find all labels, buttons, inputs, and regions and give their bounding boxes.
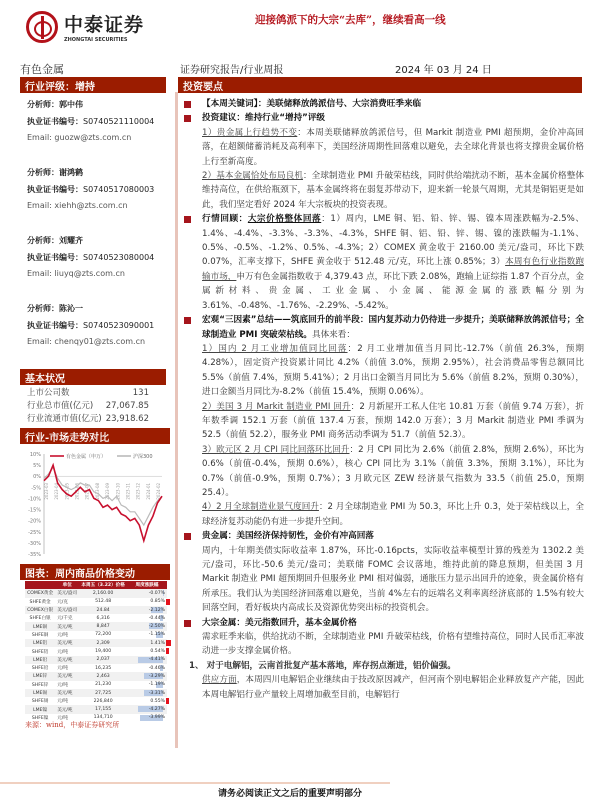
analyst-email[interactable]: Email: guozw@zts.com.cn [27,133,132,142]
cert-label: 执业证书编号： [27,184,83,194]
commodity: LME镍 [25,705,55,713]
y-tick-label: 0% [33,474,41,481]
x-tick-label: 2023-04 [54,482,60,500]
unit: 美元/盎司 [55,589,79,597]
series-line [44,467,162,525]
price: 17,155 [79,705,127,713]
base-text: 需求旺季来临，供给扰动不断，全球制造业 PMI 升破荣枯线，价格有望维持高位，同时人民币汇率波动进一步支撑金属价格。 [202,632,584,657]
change: -4.41% [148,657,165,663]
logo-en: ZHONGTAI SECURITIES [64,37,128,43]
commodity: SHFE白银 [29,616,51,622]
main-content [181,97,584,702]
table-title: 图表：周内商品价格变动 [20,564,170,580]
table-row [25,672,167,680]
bullet-advice [181,111,584,125]
bullet-review [181,212,584,313]
price: 2,037 [79,656,127,664]
unit: 美元/吨 [55,622,79,630]
price: 72,200 [95,632,112,638]
analyst-name: 分析师：刘耀齐 [27,235,83,245]
trend-title: 行业-市场走势对比 [20,428,170,444]
unit: 元/吨 [57,632,68,638]
unit: 元/吨 [57,666,68,672]
supply-text: ，本周四川电解铝企业继续由于技改原因减产，但河南个别电解铝企业释放复产产能，因此本周电解铝行业产量较上周增加截至目前，电解铝行 [202,675,584,700]
m4-text: ：2 月全球制造业 PMI 为 50.3，环比上升 0.3，处于荣枯线以上，全球经济复苏动能仍有进一步提升空间。 [202,502,584,527]
stat-value: 131 [132,388,149,398]
change: -1.19% [148,682,165,688]
change: -0.46% [148,665,165,671]
commodity: LME锡 [25,689,55,697]
bullet-macro [181,313,584,342]
price: 24.84 [79,606,127,614]
m3-lead: 3）欧元区 2 月 CPI 同比回落环比回升 [202,444,350,455]
section-title: 投资要点 [178,77,582,93]
bullet-icon [184,216,191,223]
macro-heading: 宏观“三因素”总结——筑底回升的前半段：国内复苏动力仍待进一步提升；美联储释放鸽派信号；全球制造业 PMI 突破荣枯线。 [202,315,584,340]
p2-lead: 2）基本金属恰处布局良机 [202,171,303,182]
bullet-icon [184,533,191,540]
cert-number: S0740521110004 [83,117,155,126]
m1-text: ：2 月工业增加值当月同比-12.7%（前值 26.3%，预期 4.28%），固定资产投资累计同比 4.2%（前值 3.0%，预期 2.95%），社会消费品零售总额同比 5.5%（前值 7.4%，预期 5.41%）；2 月出口金额当月同比为 5.6%（前值 8.2%，预期 0.30%），进口金额当月同比为-8.2%（前值 15.4%，预期 0.06%）。 [202,343,584,398]
basic-title: 基本状况 [20,369,166,385]
price: 2,309 [79,639,127,647]
stat-value: 27,067.85 [105,401,149,411]
review-heading: 行情回顾： [202,214,248,225]
p2-text: ：全球制造业 PMI 升破荣枯线，同时供给端扰动不断，基本金属价格整体维持高位，在供给瓶颈下，基本金属终将在弱复苏带动下，迎来新一轮景气周期，尤其是铜铝更是如此，我们坚定看好 2024 年大宗板块的投资表现。 [202,171,584,210]
unit: 美元/盎司 [55,606,79,614]
change: 1.41% [150,640,165,646]
change: 0.54% [150,649,165,655]
table-row [25,656,167,664]
analyst [27,232,154,282]
change: -3.29% [148,673,165,679]
m1-lead: 1）国内 2 月工业增加值同比回落 [202,343,348,354]
stat-label: 行业流通市值(亿元) [27,414,102,424]
change-bar [166,640,171,646]
logo-text: 中泰证券 [64,14,145,36]
commodity: LME铝 [25,639,55,647]
analyst [27,300,154,350]
column-header: 周度涨跌幅 [127,581,167,589]
commodity: LME铜 [25,622,55,630]
analyst [27,96,154,146]
bullet-keywords [181,97,584,111]
m3-text: ：2 月 CPI 同比为 2.6%（前值 2.8%，预期 2.6%），环比为 0.6%（前值-0.4%，预期 0.6%），核心 CPI 同比为 3.1%（前值 3.3%，预期 3.1%），环比为 0.7%（前值-0.9%，预期 0.7%）；3 月欧元区 ZEW 经济景气指数为 33.5（前值 25.0，预期 25.4）。 [202,444,584,498]
keywords: 【本周关键词】：美联储释放鸽派信号、大宗消费旺季来临 [202,99,422,109]
unit: 美元/吨 [55,705,79,713]
table-row [25,689,167,697]
change: -3.99% [148,715,165,721]
x-tick-label: 2023-08 [94,482,100,500]
precious-text: 周内，十年期美债实际收益率 1.87%，环比-0.16pcts，实际收益率模型计算的残差为 1302.2 美元/盎司，环比-50.6 美元/盎司；美联储 FOMC 会议落地，维持此前的降息预期，但美国 3 月 Markit 制造业 PMI 超预期回升但服务业 PMI 相对偏弱，通胀压力显示出回升的迹象，贵金属价格有所承压。我们认为美国经济回落难以避免，当前 4%左右的远端名义利率离经济底部的 1.5%有较大回落空间，看好板块内高成长及资源优势突出标的投资机会。 [202,545,584,614]
cert-label: 执业证书编号： [27,116,83,126]
stat-value: 23,918.62 [105,414,149,424]
supply-lead: 供应方面 [202,675,237,686]
analyst-email[interactable]: Email: chenqy01@zts.com.cn [27,337,146,346]
x-tick-label: 2023-05 [64,482,70,500]
commodity: SHFE铜 [31,632,49,638]
advice-heading: 投资建议：维持行业“增持”评级 [202,113,326,124]
table-row [25,664,167,672]
price: 2,160.00 [79,589,127,597]
table-row [25,589,167,597]
unit: 美元/吨 [55,689,79,697]
logo-icon [26,11,58,43]
x-tick-label: 2023-12 [135,482,141,500]
precious-heading: 贵金属：美国经济保持韧性，金价有冲高回落 [202,531,374,542]
x-tick-label: 2023-10 [115,482,121,500]
cert-number: S0740523090001 [83,321,155,330]
unit: 美元/吨 [55,672,79,680]
column-header: 本周五（3.22）价格 [79,581,127,589]
analyst-email[interactable]: Email: liuyq@zts.com.cn [27,269,125,278]
change: 0.85% [150,599,165,605]
legend-label: 沪深300 [133,454,153,460]
macro-tail: 具体来看： [311,329,355,340]
change: -4.27% [148,707,165,713]
table-row [25,647,167,655]
change-bar [166,648,169,654]
change-bar [166,599,170,605]
y-tick-label: -10% [28,496,41,503]
bullet-precious [181,529,584,543]
column-header [25,581,55,589]
y-tick-label: -20% [28,518,41,525]
x-tick-label: 2024-01 [145,482,151,500]
trend-chart [22,448,170,558]
table-header [25,581,167,589]
price: 21,230 [95,682,112,688]
rating-bar: 行业评级：增持 [20,77,166,93]
review-tail: 申万有色金属指数收于 4,379.43 点，环比下跌 2.08%，跑输上证综指 1.87 个百分点，金属新材料、贵金属、工业金属、小金属、能源金属的涨跌幅分别为 3.61%、-0.48%、-1.76%、-2.29%、-5.42%。 [202,271,584,311]
analyst [27,164,154,214]
price: 6,316 [96,615,110,621]
change: -2.12% [148,607,165,613]
price: 8,847 [79,622,127,630]
footer-disclaimer: 请务必阅读正文之后的重要声明部分 [218,789,363,799]
y-tick-label: -25% [28,529,41,536]
price: 16,235 [95,665,112,671]
commodity: COMEX白银 [25,606,55,614]
commodity: LME铅 [25,656,55,664]
analyst-name: 分析师：谢鸿鹤 [27,167,83,177]
commodity: SHFE铅 [31,666,49,672]
stat-row [27,413,149,426]
review-text: ：1）周内，LME 铜、铝、铅、锌、锡、镍本周涨跌幅为-2.5%、1.4%、-4.4%、-3.3%、-3.3%、-4.3%，SHFE 铜、铝、铅、锌、锡、镍的涨跌幅为-1.1%、0.5%、-0.5%、-1.2%、0.5%、-4.3%；2）COMEX 黄金收于 2160.00 美元/盎司，环比下跌 0.07%，汇率支撑下，SHFE 黄金收于 512.48 元/克，环比上涨 0.85%；3） [202,214,584,268]
price: 226,840 [93,698,113,704]
report-date: 2024 年 03 月 24 日 [395,65,492,76]
bullet-base-metals [181,616,584,630]
review-lead: 大宗价格整体回落 [247,214,322,225]
cert-label: 执业证书编号： [27,320,83,330]
unit: 元/克 [57,599,68,605]
aluminum-heading: 1、 对于电解铝，云南首批复产基本落地，库存拐点渐进，铝价偏强。 [189,660,456,671]
cert-number: S0740523080004 [83,253,155,262]
unit: 元/千克 [57,616,73,622]
bullet-icon [184,101,191,108]
unit: 元/吨 [57,699,68,705]
company-logo [26,10,144,43]
x-tick-label: 2023-07 [84,482,90,500]
base-heading: 大宗金属：美元指数回升，基本金属价格 [202,617,357,628]
change: -2.50% [148,624,165,630]
commodity: SHFE锌 [31,682,49,688]
y-tick-label: -35% [28,552,41,558]
unit: 美元/吨 [55,656,79,664]
sector: 有色金属 [20,63,64,76]
price-table [25,581,167,722]
commodity: COMEX黄金 [25,589,55,597]
legend-label: 有色金属（申万） [66,454,107,460]
change: 0.55% [150,698,165,704]
report-type: 证券研究报告/行业周报 [180,65,284,76]
x-tick-label: 2023-09 [105,482,111,500]
price: 134,710 [93,715,113,721]
y-tick-label: -30% [28,540,41,547]
table-row [25,705,167,713]
y-tick-label: 10% [29,452,41,458]
analyst-name: 分析师：郭中伟 [27,99,83,109]
table-row [25,681,167,689]
commodity: SHFE锡 [31,699,49,705]
commodity: SHFE黄金 [29,599,51,605]
x-tick-label: 2023-11 [125,482,131,500]
column-header: 单位 [55,581,79,589]
table-row [25,606,167,614]
price: 512.48 [95,599,112,605]
x-tick-label: 2023-03 [44,482,49,500]
unit: 元/吨 [57,682,68,688]
review-lead2: 本周有色行业指数跑输市场， [202,257,584,282]
table-row [25,614,167,622]
m2-lead: 2）美国 3 月 Markit 制造业 PMI 回升 [202,401,351,412]
commodity: SHFE铝 [31,649,49,655]
stat-row [27,400,149,413]
change: -3.31% [148,690,165,696]
cert-label: 执业证书编号： [27,252,83,262]
stat-row [27,387,149,400]
commodity: SHFE镍 [31,715,49,721]
change: -0.07% [148,590,165,596]
change: -1.15% [148,632,165,638]
unit: 元/吨 [57,715,68,721]
change: -0.44% [148,615,165,621]
bullet-icon [184,620,191,627]
y-tick-label: -15% [28,507,41,514]
bullet-icon [184,317,191,324]
report-title: 迎接鸽派下的大宗“去库”，继续看高一线 [255,14,446,26]
analyst-name: 分析师：陈沁一 [27,303,83,313]
unit: 美元/吨 [55,639,79,647]
price: 2,463 [79,672,127,680]
table-row [25,639,167,647]
table-row [25,598,167,606]
analyst-email[interactable]: Email: xiehh@zts.com.cn [27,201,128,210]
column-divider [175,92,178,748]
m4-lead: 4）2 月全球制造业景气度回升 [202,502,319,513]
table-row [25,631,167,639]
p1-text: ：本周美联储释放鸽派信号，但 Markit 制造业 PMI 超预期，金价冲高回落，在超额储蓄消耗及高利率下，美国经济周期性回落难以避免，去全球化背景也将支撑贵金属价格上行至新高度。 [202,127,584,167]
bullet-icon [184,115,191,122]
price: 27,725 [79,689,127,697]
y-tick-label: 5% [33,463,41,470]
table-row [25,622,167,630]
stat-label: 行业总市值(亿元) [27,401,94,411]
x-tick-label: 2023-06 [74,482,80,500]
cert-number: S0740517080003 [83,185,155,194]
commodity: LME锌 [25,672,55,680]
price: 19,400 [95,649,112,655]
m2-text: ：2 月新屋开工私人住宅 10.81 万套（前值 9.74 万套），折年数季调 152.1 万套（前值 137.4 万套，预期 142.0 万套）；3 月 Markit 制造业 PMI 季调为 52.5（前值 52.2），服务业 PMI 商务活动季调为 51.7（前值 52.3）。 [202,401,584,441]
change-bar [166,698,169,704]
footer-divider [0,782,390,784]
x-tick-label: 2024-02 [156,482,161,500]
source-note: 来源：wind，中泰证券研究所 [25,721,120,729]
stat-label: 上市公司数 [27,388,70,398]
table-row [25,697,167,705]
unit: 元/吨 [57,649,68,655]
y-tick-label: -5% [31,485,41,492]
p1-lead: 1）贵金属上行趋势不变 [202,127,298,138]
